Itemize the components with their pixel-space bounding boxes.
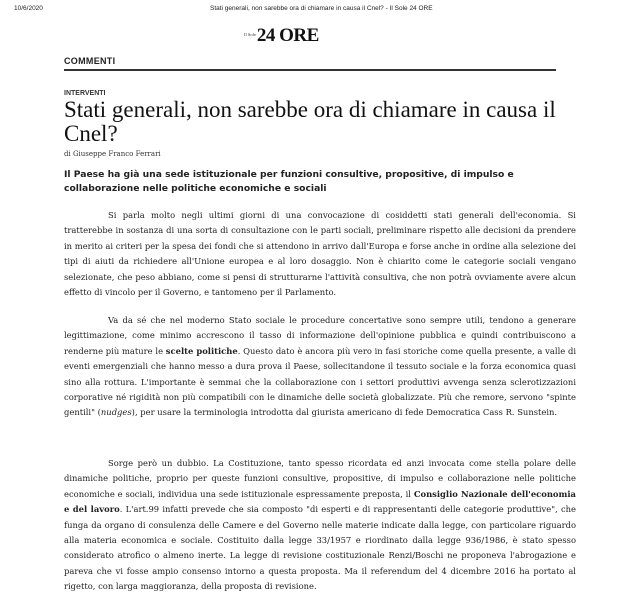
section-divider <box>64 69 556 71</box>
section-label[interactable]: COMMENTI <box>64 56 116 66</box>
article-byline: di Giuseppe Franco Ferrari <box>64 150 161 158</box>
paragraph-text: . Questo dato è ancora più vero in fasi storiche come quella presente, a valle di eventi emergenziali che hanno messo a dura prova il Paese, sollecitandone il tessuto sociale e la forza economica quasi sino alla rottura. L'importante è semmai che la collaborazione con i settori produttivi avvenga senza sclerotizzazioni corporative né rigidità non più compatibili con le dinamiche delle società globalizzate. Più che remore, servono "spinte gentili" ( <box>64 345 576 418</box>
logo-main: 24 ORE <box>256 25 319 46</box>
logo-prefix: Il Sole <box>244 32 256 37</box>
nudges-term: nudges <box>100 407 132 418</box>
article-headline: Stati generali, non sarebbe ora di chiamare in causa il Cnel? <box>64 97 556 146</box>
print-date: 10/6/2020 <box>14 5 43 12</box>
print-page-title: Stati generali, non sarebbe ora di chiamare in causa il Cnel? - Il Sole 24 ORE <box>210 5 433 12</box>
print-header <box>0 5 619 19</box>
paragraph-text: Si parla molto negli ultimi giorni di una convocazione di cosiddetti stati generali dell'economia. Si tratterebbe in sostanza di una sorta di consultazione con le parti sociali, preliminare rispetto alle decisioni da prendere in merito ai criteri per la spesa dei fondi che si attendono in arrivo dall'Europa e forse anche in ordine alla selezione dei tipi di aiuti da richiedere all'Unione europea e al loro dosaggio. Non è chiarito come le categorie sociali vengano selezionate, che peso abbiano, come si pensi di strutturarne l'attività consultiva, che non potrà ovviamente avere alcun effetto di vincolo per il Governo, e tantomeno per il Parlamento. <box>64 210 576 298</box>
article-paragraph-3 <box>64 456 576 595</box>
article-kicker[interactable]: INTERVENTI <box>64 90 106 97</box>
paragraph-text: ), per usare la terminologia introdotta dal giurista americano di fede Democratica Cass R. Sunstein. <box>131 407 558 418</box>
site-logo[interactable] <box>244 26 319 46</box>
article-paragraph-2 <box>64 313 576 421</box>
paragraph-text: . L'art.99 infatti prevede che sia composto "di esperti e di rappresentanti delle categorie produttive", che funga da organo di consulenza delle Camere e del Governo nelle materie indicate dalla legge, con particolare riguardo alla materia economica e sociale. Costituito dalla legge 33/1957 e riordinato dalla legge 936/1986, è stato spesso considerato atrofico o almeno inerte. La legge di revisione costituzionale Renzi/Boschi ne proponeva l'abrogazione e pareva che vi fosse ampio consenso intorno a questa proposta. Ma il referendum del 4 dicembre 2016 ha portato al rigetto, con larga maggioranza, della proposta di revisione. <box>64 504 576 592</box>
scelte-politiche-link[interactable]: scelte politiche <box>165 345 238 356</box>
article-paragraph-1 <box>64 208 576 300</box>
cnel-link[interactable]: Consiglio Nazionale dell'economia e del lavoro <box>64 488 576 515</box>
paragraph-text: Va da sé che nel moderno Stato sociale le procedure concertative sono sempre utili, tendono a generare legittimazione, come minimo accrescono il tasso di informazione dell'opinione pubblica e quindi contribuiscono a renderne più mature le <box>64 315 576 356</box>
article-summary: Il Paese ha già una sede istituzionale per funzioni consultive, propositive, di impulso e collaborazione nelle politiche economiche e sociali <box>64 169 514 194</box>
paragraph-text: Sorge però un dubbio. La Costituzione, tanto spesso ricordata ed anzi invocata come stella polare delle dinamiche politiche, proprio per queste funzioni consultive, propositive, di impulso e collaborazione nelle politiche economiche e sociali, individua una sede istituzionale espressamente preposta, il <box>64 458 576 499</box>
